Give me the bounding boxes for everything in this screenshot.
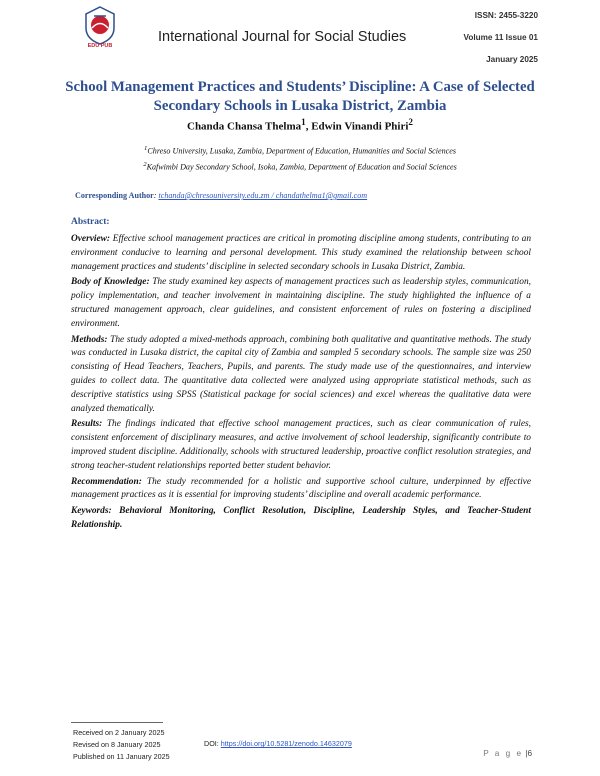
section-text: The findings indicated that effective school management practices, such as clear communication of rules, consistent enforcement of disciplinary measures, and active involvement of school leadership, significantly contribute to improved student discipline. Additionally, schools with structured leadership, proactive conflict resolution strategies, and strong teacher-student relationships reported better student behavior. [71,419,532,471]
section-label: Results: [71,419,103,430]
author-name: Edwin Vinandi Phiri [311,120,409,133]
abstract-section [71,276,531,331]
affiliation-item [60,142,540,158]
corresponding-author: Corresponding Author: tchanda@chresouniversity.edu.zm / chandathelma1@gmail.com [75,191,368,200]
revised-date: Revised on 8 January 2025 [73,740,161,749]
corresponding-email-link[interactable]: tchanda@chresouniversity.edu.zm / chandathelma1@gmail.com [158,191,368,200]
section-text: The study adopted a mixed-methods approach, combining both qualitative and quantitative methods. The study was conducted in Lusaka district, the capital city of Zambia and sampled 5 secondary schools. The sample size was 250 consisting of Head Teachers, Teachers, Pupils, and parents. The study made use of the questionnaires, and interview guides to collect data. The quantitative data collected were analyzed using appropriate statistical methods, such as descriptive statistics using SPSS (Statistical package for social sciences) and excel whereas the qualitative data were analyzed thematically. [71,334,532,414]
abstract-section [71,476,531,504]
section-label: Overview: [71,234,111,244]
page-number-value: 6 [527,749,532,758]
author-list [60,117,540,133]
page-number [483,749,532,758]
issn: ISSN: 2455-3220 [474,11,538,20]
doi-link[interactable]: https://doi.org/10.5281/zenodo.14632079 [220,739,352,748]
issue-date: January 2025 [486,55,538,64]
article-title: School Management Practices and Students’ Discipline: A Case of Selected Secondary Schools in Lusaka District, Zambia [65,79,535,114]
section-label: Methods: [71,334,108,345]
affiliation-sup: 2 [143,160,147,168]
affiliations [60,142,540,173]
keywords: Keywords: Behavioral Monitoring, Conflict Resolution, Discipline, Leadership Styles, and Teacher-Student Relationship. [71,506,531,530]
volume-issue: Volume 11 Issue 01 [463,33,538,42]
issue-meta [464,9,539,75]
author-name: Chanda Chansa Thelma [187,120,302,133]
page-label: P a g e [483,749,524,758]
publication-dates [73,727,170,763]
section-text: The study examined key aspects of management practices such as leadership styles, communication, policy implementation, and teacher involvement in maintaining discipline. The study highlighted the influence of a structured management approach, clear guidelines, and consistent enforcement of rules on fostering a disciplined environment. [71,277,531,329]
section-label: Recommendation: [71,476,142,487]
page-header [0,0,600,64]
author-separator: , [305,120,312,133]
section-text: The study recommended for a holistic and supportive school culture, underpinned by effective management practices as it is essential for improving students’ discipline and overall academic performance. [71,476,532,501]
logo-text: EDU PUB [87,43,113,48]
corresponding-label: Corresponding Author [75,191,154,200]
journal-name: International Journal for Social Studies [158,29,407,45]
author-sup: 1 [301,117,306,127]
section-text: Effective school management practices are critical in promoting discipline among students, contributing to an environment conducive to learning and personal development. This study examined the relationship between school management practices and students’ discipline in selected secondary schools in Lusaka District, Zambia. [71,234,532,272]
doi-label: DOI: [204,739,219,748]
affiliation-text: Kafwimbi Day Secondary School, Isoka, Zambia, Department of Education and Social Sciences [146,162,457,172]
affiliation-item [60,158,540,174]
section-label: Body of Knowledge: [71,277,150,288]
affiliation-text: Chreso University, Lusaka, Zambia, Department of Education, Humanities and Social Sciences [147,146,456,156]
page-separator: | [525,749,528,758]
author-sup: 2 [408,117,413,127]
published-date: Published on 11 January 2025 [73,752,170,761]
affiliation-sup: 1 [144,145,148,152]
abstract-body [71,233,531,535]
journal-logo [80,4,120,48]
footer-divider [71,722,163,723]
abstract-heading: Abstract: [71,217,110,227]
abstract-section [71,334,531,417]
abstract-section [71,233,531,274]
abstract-section [71,418,531,473]
doi [204,739,352,748]
received-date: Received on 2 January 2025 [73,728,165,737]
